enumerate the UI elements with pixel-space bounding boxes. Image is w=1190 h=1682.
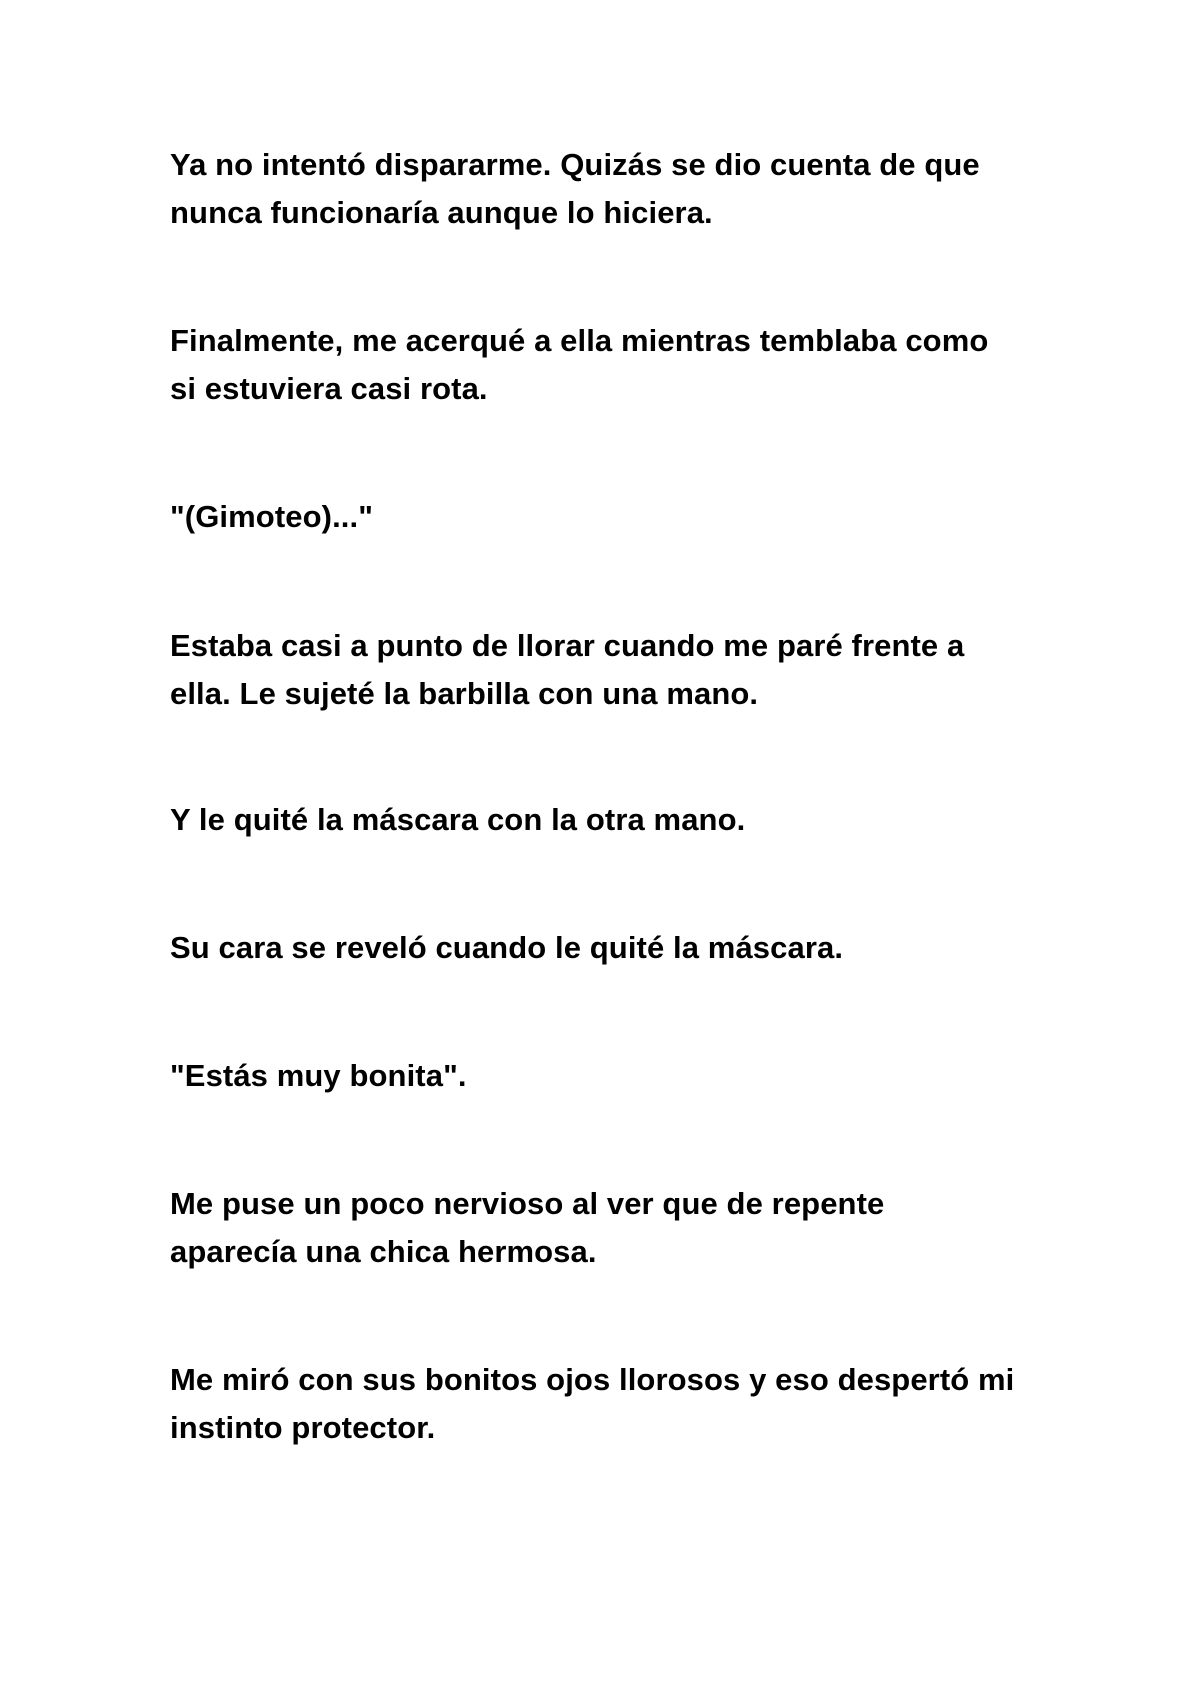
text-line: Y le quité la máscara con la otra mano. <box>170 802 746 837</box>
text-line: nunca funcionaría aunque lo hiciera. <box>170 195 713 230</box>
text-line: Me miró con sus bonitos ojos llorosos y eso despertó mi <box>170 1362 1015 1397</box>
paragraph <box>170 1356 1050 1452</box>
text-line: Ya no intentó dispararme. Quizás se dio cuenta de que <box>170 147 980 182</box>
text-line: ella. Le sujeté la barbilla con una mano. <box>170 676 759 711</box>
text-line: aparecía una chica hermosa. <box>170 1234 597 1269</box>
text-line: Estaba casi a punto de llorar cuando me paré frente a <box>170 628 965 663</box>
text-line: "(Gimoteo)..." <box>170 499 374 534</box>
text-line: Me puse un poco nervioso al ver que de repente <box>170 1186 885 1221</box>
text-line: instinto protector. <box>170 1410 436 1445</box>
paragraph <box>170 317 1050 413</box>
paragraph <box>170 1180 1050 1276</box>
paragraph <box>170 622 1050 718</box>
text-line: si estuviera casi rota. <box>170 371 488 406</box>
paragraph <box>170 1052 1050 1100</box>
paragraph <box>170 493 1050 541</box>
text-line: "Estás muy bonita". <box>170 1058 467 1093</box>
paragraph <box>170 796 1050 844</box>
paragraph <box>170 924 1050 972</box>
paragraph <box>170 141 1050 237</box>
text-line: Finalmente, me acerqué a ella mientras temblaba como <box>170 323 989 358</box>
text-line: Su cara se reveló cuando le quité la máscara. <box>170 930 844 965</box>
